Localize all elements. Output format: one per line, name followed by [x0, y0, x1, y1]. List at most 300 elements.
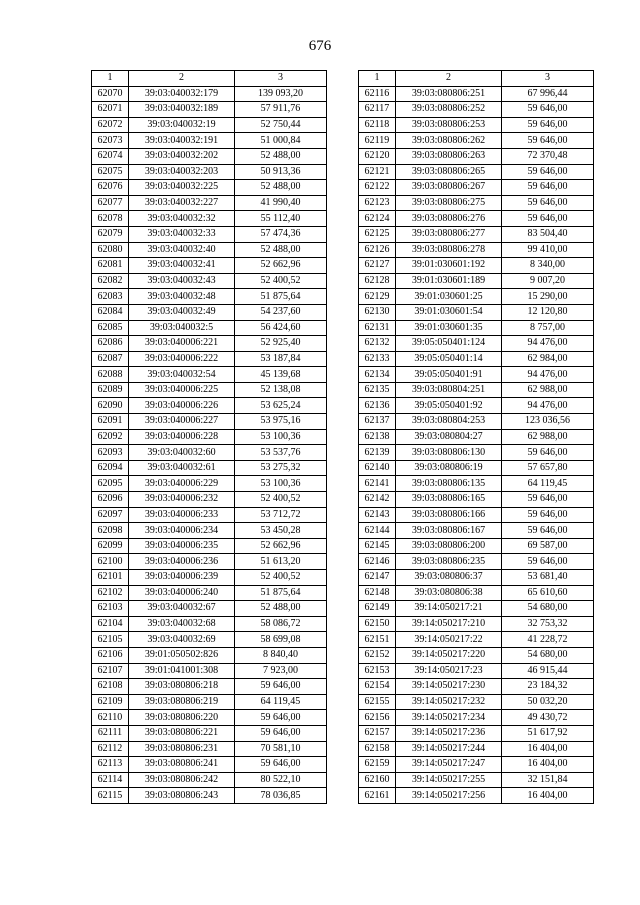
- table-row: [92, 601, 327, 617]
- row-number-cell: 62132: [359, 336, 396, 352]
- row-number-cell: 62144: [359, 523, 396, 539]
- row-number-cell: 62129: [359, 289, 396, 305]
- row-number-cell: 62148: [359, 585, 396, 601]
- value-cell: 8 757,00: [502, 320, 594, 336]
- value-cell: 53 450,28: [235, 523, 327, 539]
- cadastral-number-cell: 39:03:080806:267: [396, 180, 502, 196]
- table-row: [92, 725, 327, 741]
- table-row: [359, 757, 594, 773]
- value-cell: 58 699,08: [235, 632, 327, 648]
- row-number-cell: 62157: [359, 725, 396, 741]
- table-row: [92, 273, 327, 289]
- row-number-cell: 62073: [92, 133, 129, 149]
- table-row: [359, 398, 594, 414]
- value-cell: 59 646,00: [235, 679, 327, 695]
- table-row: [92, 429, 327, 445]
- table-row: [359, 601, 594, 617]
- row-number-cell: 62088: [92, 367, 129, 383]
- cadastral-number-cell: 39:01:030601:189: [396, 273, 502, 289]
- cadastral-number-cell: 39:03:080806:19: [396, 460, 502, 476]
- table-row: [359, 725, 594, 741]
- cadastral-number-cell: 39:01:030601:192: [396, 258, 502, 274]
- table-row: [359, 492, 594, 508]
- table-row: [92, 133, 327, 149]
- cadastral-number-cell: 39:03:040032:19: [129, 117, 235, 133]
- table-row: [359, 258, 594, 274]
- cadastral-number-cell: 39:14:050217:234: [396, 710, 502, 726]
- cadastral-number-cell: 39:03:080806:37: [396, 570, 502, 586]
- value-cell: 16 404,00: [502, 741, 594, 757]
- value-cell: 54 680,00: [502, 647, 594, 663]
- cadastral-number-cell: 39:05:050401:92: [396, 398, 502, 414]
- value-cell: 62 984,00: [502, 351, 594, 367]
- left-table-body: [92, 86, 327, 803]
- table-row: [92, 445, 327, 461]
- value-cell: 59 646,00: [235, 757, 327, 773]
- value-cell: 53 681,40: [502, 570, 594, 586]
- row-number-cell: 62102: [92, 585, 129, 601]
- cadastral-number-cell: 39:03:040032:43: [129, 273, 235, 289]
- cadastral-number-cell: 39:14:050217:21: [396, 601, 502, 617]
- table-row: [92, 398, 327, 414]
- value-cell: 58 086,72: [235, 616, 327, 632]
- table-row: [359, 304, 594, 320]
- value-cell: 52 662,96: [235, 258, 327, 274]
- row-number-cell: 62118: [359, 117, 396, 133]
- value-cell: 94 476,00: [502, 398, 594, 414]
- value-cell: 15 290,00: [502, 289, 594, 305]
- row-number-cell: 62127: [359, 258, 396, 274]
- table-row: [92, 86, 327, 102]
- row-number-cell: 62156: [359, 710, 396, 726]
- table-row: [92, 226, 327, 242]
- value-cell: 53 712,72: [235, 507, 327, 523]
- value-cell: 54 680,00: [502, 601, 594, 617]
- row-number-cell: 62116: [359, 86, 396, 102]
- value-cell: 94 476,00: [502, 336, 594, 352]
- cadastral-number-cell: 39:01:041001:308: [129, 663, 235, 679]
- cadastral-number-cell: 39:03:040032:54: [129, 367, 235, 383]
- cadastral-number-cell: 39:14:050217:232: [396, 694, 502, 710]
- value-cell: 59 646,00: [502, 195, 594, 211]
- cadastral-number-cell: 39:03:040006:227: [129, 414, 235, 430]
- row-number-cell: 62093: [92, 445, 129, 461]
- value-cell: 62 988,00: [502, 382, 594, 398]
- value-cell: 57 474,36: [235, 226, 327, 242]
- cadastral-number-cell: 39:03:080806:130: [396, 445, 502, 461]
- table-row: [359, 570, 594, 586]
- row-number-cell: 62121: [359, 164, 396, 180]
- table-row: [92, 741, 327, 757]
- table-row: [92, 632, 327, 648]
- cadastral-number-cell: 39:03:080806:262: [396, 133, 502, 149]
- table-row: [92, 554, 327, 570]
- page-number: 676: [308, 38, 332, 54]
- row-number-cell: 62136: [359, 398, 396, 414]
- value-cell: 53 187,84: [235, 351, 327, 367]
- table-row: [359, 694, 594, 710]
- row-number-cell: 62143: [359, 507, 396, 523]
- table-row: [359, 788, 594, 804]
- row-number-cell: 62081: [92, 258, 129, 274]
- table-row: [92, 585, 327, 601]
- value-cell: 65 610,60: [502, 585, 594, 601]
- row-number-cell: 62080: [92, 242, 129, 258]
- value-cell: 50 032,20: [502, 694, 594, 710]
- value-cell: 64 119,45: [235, 694, 327, 710]
- value-cell: 64 119,45: [502, 476, 594, 492]
- table-row: [359, 663, 594, 679]
- cadastral-number-cell: 39:03:040032:69: [129, 632, 235, 648]
- row-number-cell: 62097: [92, 507, 129, 523]
- cadastral-number-cell: 39:03:080804:251: [396, 382, 502, 398]
- column-header-cadastral: 2: [396, 71, 502, 87]
- cadastral-number-cell: 39:14:050217:22: [396, 632, 502, 648]
- row-number-cell: 62083: [92, 289, 129, 305]
- cadastral-number-cell: 39:14:050217:256: [396, 788, 502, 804]
- row-number-cell: 62141: [359, 476, 396, 492]
- row-number-cell: 62110: [92, 710, 129, 726]
- table-row: [359, 164, 594, 180]
- cadastral-number-cell: 39:14:050217:236: [396, 725, 502, 741]
- row-number-cell: 62137: [359, 414, 396, 430]
- table-row: [92, 460, 327, 476]
- row-number-cell: 62112: [92, 741, 129, 757]
- row-number-cell: 62076: [92, 180, 129, 196]
- cadastral-number-cell: 39:14:050217:247: [396, 757, 502, 773]
- value-cell: 52 488,00: [235, 601, 327, 617]
- cadastral-number-cell: 39:03:080806:220: [129, 710, 235, 726]
- cadastral-number-cell: 39:03:080806:263: [396, 148, 502, 164]
- cadastral-number-cell: 39:14:050217:230: [396, 679, 502, 695]
- row-number-cell: 62126: [359, 242, 396, 258]
- value-cell: 52 138,08: [235, 382, 327, 398]
- value-cell: 59 646,00: [502, 523, 594, 539]
- cadastral-number-cell: 39:03:040006:239: [129, 570, 235, 586]
- value-cell: 59 646,00: [502, 180, 594, 196]
- table-row: [359, 741, 594, 757]
- value-cell: 51 613,20: [235, 554, 327, 570]
- cadastral-number-cell: 39:03:080806:165: [396, 492, 502, 508]
- row-number-cell: 62131: [359, 320, 396, 336]
- row-number-cell: 62090: [92, 398, 129, 414]
- table-row: [92, 148, 327, 164]
- value-cell: 51 875,64: [235, 585, 327, 601]
- table-row: [92, 242, 327, 258]
- table-header-row: [92, 71, 327, 87]
- value-cell: 41 228,72: [502, 632, 594, 648]
- cadastral-number-cell: 39:14:050217:23: [396, 663, 502, 679]
- cadastral-number-cell: 39:03:040006:240: [129, 585, 235, 601]
- row-number-cell: 62149: [359, 601, 396, 617]
- cadastral-number-cell: 39:03:040032:191: [129, 133, 235, 149]
- row-number-cell: 62094: [92, 460, 129, 476]
- cadastral-number-cell: 39:03:040032:49: [129, 304, 235, 320]
- row-number-cell: 62074: [92, 148, 129, 164]
- value-cell: 62 988,00: [502, 429, 594, 445]
- row-number-cell: 62092: [92, 429, 129, 445]
- value-cell: 16 404,00: [502, 788, 594, 804]
- row-number-cell: 62153: [359, 663, 396, 679]
- cadastral-number-cell: 39:03:080806:235: [396, 554, 502, 570]
- table-row: [92, 679, 327, 695]
- table-row: [359, 460, 594, 476]
- cadastral-number-cell: 39:03:040006:233: [129, 507, 235, 523]
- cadastral-number-cell: 39:03:080806:276: [396, 211, 502, 227]
- cadastral-number-cell: 39:01:030601:35: [396, 320, 502, 336]
- table-row: [359, 710, 594, 726]
- row-number-cell: 62155: [359, 694, 396, 710]
- cadastral-number-cell: 39:03:040032:203: [129, 164, 235, 180]
- table-row: [92, 710, 327, 726]
- row-number-cell: 62104: [92, 616, 129, 632]
- value-cell: 57 911,76: [235, 102, 327, 118]
- table-row: [359, 382, 594, 398]
- table-row: [92, 195, 327, 211]
- cadastral-number-cell: 39:03:040006:232: [129, 492, 235, 508]
- table-row: [359, 507, 594, 523]
- row-number-cell: 62147: [359, 570, 396, 586]
- value-cell: 53 625,24: [235, 398, 327, 414]
- row-number-cell: 62079: [92, 226, 129, 242]
- row-number-cell: 62152: [359, 647, 396, 663]
- value-cell: 52 488,00: [235, 180, 327, 196]
- row-number-cell: 62077: [92, 195, 129, 211]
- value-cell: 59 646,00: [502, 117, 594, 133]
- column-header-value: 3: [502, 71, 594, 87]
- cadastral-number-cell: 39:03:040032:5: [129, 320, 235, 336]
- table-row: [92, 320, 327, 336]
- table-row: [92, 616, 327, 632]
- value-cell: 52 925,40: [235, 336, 327, 352]
- row-number-cell: 62096: [92, 492, 129, 508]
- table-row: [359, 273, 594, 289]
- table-row: [92, 476, 327, 492]
- cadastral-number-cell: 39:03:080806:135: [396, 476, 502, 492]
- value-cell: 59 646,00: [502, 445, 594, 461]
- value-cell: 52 488,00: [235, 148, 327, 164]
- cadastral-number-cell: 39:03:040006:222: [129, 351, 235, 367]
- cadastral-number-cell: 39:03:080806:278: [396, 242, 502, 258]
- table-row: [359, 414, 594, 430]
- value-cell: 16 404,00: [502, 757, 594, 773]
- value-cell: 52 750,44: [235, 117, 327, 133]
- table-row: [359, 148, 594, 164]
- row-number-cell: 62098: [92, 523, 129, 539]
- table-row: [359, 616, 594, 632]
- row-number-cell: 62091: [92, 414, 129, 430]
- table-row: [92, 382, 327, 398]
- table-row: [92, 102, 327, 118]
- table-row: [359, 242, 594, 258]
- cadastral-number-cell: 39:03:040006:221: [129, 336, 235, 352]
- row-number-cell: 62114: [92, 772, 129, 788]
- value-cell: 54 237,60: [235, 304, 327, 320]
- value-cell: 83 504,40: [502, 226, 594, 242]
- column-header-value: 3: [235, 71, 327, 87]
- row-number-cell: 62133: [359, 351, 396, 367]
- cadastral-number-cell: 39:03:040032:60: [129, 445, 235, 461]
- value-cell: 51 875,64: [235, 289, 327, 305]
- cadastral-number-cell: 39:03:080806:218: [129, 679, 235, 695]
- table-row: [359, 336, 594, 352]
- table-row: [92, 164, 327, 180]
- cadastral-number-cell: 39:03:040006:235: [129, 538, 235, 554]
- table-row: [92, 289, 327, 305]
- table-row: [359, 320, 594, 336]
- row-number-cell: 62084: [92, 304, 129, 320]
- cadastral-number-cell: 39:03:080806:265: [396, 164, 502, 180]
- row-number-cell: 62095: [92, 476, 129, 492]
- cadastral-number-cell: 39:03:040032:33: [129, 226, 235, 242]
- cadastral-number-cell: 39:01:030601:54: [396, 304, 502, 320]
- row-number-cell: 62086: [92, 336, 129, 352]
- row-number-cell: 62070: [92, 86, 129, 102]
- value-cell: 94 476,00: [502, 367, 594, 383]
- row-number-cell: 62085: [92, 320, 129, 336]
- row-number-cell: 62151: [359, 632, 396, 648]
- row-number-cell: 62107: [92, 663, 129, 679]
- cadastral-number-cell: 39:14:050217:255: [396, 772, 502, 788]
- table-row: [359, 117, 594, 133]
- table-row: [359, 289, 594, 305]
- value-cell: 51 617,92: [502, 725, 594, 741]
- table-row: [92, 351, 327, 367]
- row-number-cell: 62105: [92, 632, 129, 648]
- row-number-cell: 62161: [359, 788, 396, 804]
- row-number-cell: 62072: [92, 117, 129, 133]
- row-number-cell: 62146: [359, 554, 396, 570]
- table-row: [359, 429, 594, 445]
- value-cell: 53 100,36: [235, 429, 327, 445]
- cadastral-number-cell: 39:03:080806:277: [396, 226, 502, 242]
- cadastral-number-cell: 39:03:080806:221: [129, 725, 235, 741]
- cadastral-number-cell: 39:05:050401:124: [396, 336, 502, 352]
- value-cell: 23 184,32: [502, 679, 594, 695]
- value-cell: 49 430,72: [502, 710, 594, 726]
- cadastral-number-cell: 39:03:040032:41: [129, 258, 235, 274]
- row-number-cell: 62078: [92, 211, 129, 227]
- table-row: [92, 570, 327, 586]
- row-number-cell: 62130: [359, 304, 396, 320]
- cadastral-number-cell: 39:03:080804:27: [396, 429, 502, 445]
- table-row: [92, 538, 327, 554]
- cadastral-number-cell: 39:03:080806:242: [129, 772, 235, 788]
- value-cell: 53 975,16: [235, 414, 327, 430]
- cadastral-number-cell: 39:03:080806:200: [396, 538, 502, 554]
- value-cell: 59 646,00: [502, 507, 594, 523]
- table-row: [92, 211, 327, 227]
- table-row: [359, 133, 594, 149]
- row-number-cell: 62154: [359, 679, 396, 695]
- table-header-row: [359, 71, 594, 87]
- cadastral-number-cell: 39:03:040032:227: [129, 195, 235, 211]
- cadastral-number-cell: 39:03:040032:67: [129, 601, 235, 617]
- value-cell: 123 036,56: [502, 414, 594, 430]
- row-number-cell: 62138: [359, 429, 396, 445]
- table-row: [92, 336, 327, 352]
- cadastral-number-cell: 39:01:030601:25: [396, 289, 502, 305]
- row-number-cell: 62099: [92, 538, 129, 554]
- row-number-cell: 62123: [359, 195, 396, 211]
- value-cell: 59 646,00: [502, 211, 594, 227]
- cadastral-number-cell: 39:03:080804:253: [396, 414, 502, 430]
- row-number-cell: 62106: [92, 647, 129, 663]
- table-row: [92, 304, 327, 320]
- table-row: [359, 647, 594, 663]
- value-cell: 72 370,48: [502, 148, 594, 164]
- cadastral-number-cell: 39:03:040006:225: [129, 382, 235, 398]
- value-cell: 67 996,44: [502, 86, 594, 102]
- value-cell: 59 646,00: [502, 133, 594, 149]
- cadastral-number-cell: 39:05:050401:91: [396, 367, 502, 383]
- value-cell: 52 662,96: [235, 538, 327, 554]
- cadastral-number-cell: 39:03:040006:236: [129, 554, 235, 570]
- cadastral-number-cell: 39:03:080806:252: [396, 102, 502, 118]
- value-cell: 32 753,32: [502, 616, 594, 632]
- value-cell: 9 007,20: [502, 273, 594, 289]
- table-row: [359, 211, 594, 227]
- right-table-body: [359, 86, 594, 803]
- value-cell: 41 990,40: [235, 195, 327, 211]
- table-row: [359, 102, 594, 118]
- table-row: [359, 195, 594, 211]
- cadastral-number-cell: 39:03:080806:243: [129, 788, 235, 804]
- table-row: [92, 258, 327, 274]
- row-number-cell: 62113: [92, 757, 129, 773]
- value-cell: 55 112,40: [235, 211, 327, 227]
- row-number-cell: 62160: [359, 772, 396, 788]
- row-number-cell: 62108: [92, 679, 129, 695]
- value-cell: 139 093,20: [235, 86, 327, 102]
- row-number-cell: 62117: [359, 102, 396, 118]
- row-number-cell: 62134: [359, 367, 396, 383]
- row-number-cell: 62115: [92, 788, 129, 804]
- table-row: [92, 523, 327, 539]
- row-number-cell: 62089: [92, 382, 129, 398]
- row-number-cell: 62119: [359, 133, 396, 149]
- row-number-cell: 62139: [359, 445, 396, 461]
- value-cell: 59 646,00: [235, 725, 327, 741]
- table-row: [92, 647, 327, 663]
- row-number-cell: 62145: [359, 538, 396, 554]
- table-row: [359, 679, 594, 695]
- row-number-cell: 62100: [92, 554, 129, 570]
- cadastral-number-cell: 39:03:040006:228: [129, 429, 235, 445]
- cadastral-number-cell: 39:03:040032:68: [129, 616, 235, 632]
- table-row: [359, 86, 594, 102]
- cadastral-number-cell: 39:03:040032:32: [129, 211, 235, 227]
- table-row: [359, 226, 594, 242]
- row-number-cell: 62071: [92, 102, 129, 118]
- cadastral-number-cell: 39:03:040032:202: [129, 148, 235, 164]
- value-cell: 32 151,84: [502, 772, 594, 788]
- left-data-table: [91, 70, 327, 804]
- row-number-cell: 62140: [359, 460, 396, 476]
- row-number-cell: 62075: [92, 164, 129, 180]
- row-number-cell: 62101: [92, 570, 129, 586]
- value-cell: 50 913,36: [235, 164, 327, 180]
- table-row: [92, 414, 327, 430]
- table-row: [359, 523, 594, 539]
- value-cell: 8 340,00: [502, 258, 594, 274]
- cadastral-number-cell: 39:03:080806:166: [396, 507, 502, 523]
- table-row: [92, 117, 327, 133]
- row-number-cell: 62111: [92, 725, 129, 741]
- cadastral-number-cell: 39:03:040032:225: [129, 180, 235, 196]
- row-number-cell: 62158: [359, 741, 396, 757]
- cadastral-number-cell: 39:14:050217:244: [396, 741, 502, 757]
